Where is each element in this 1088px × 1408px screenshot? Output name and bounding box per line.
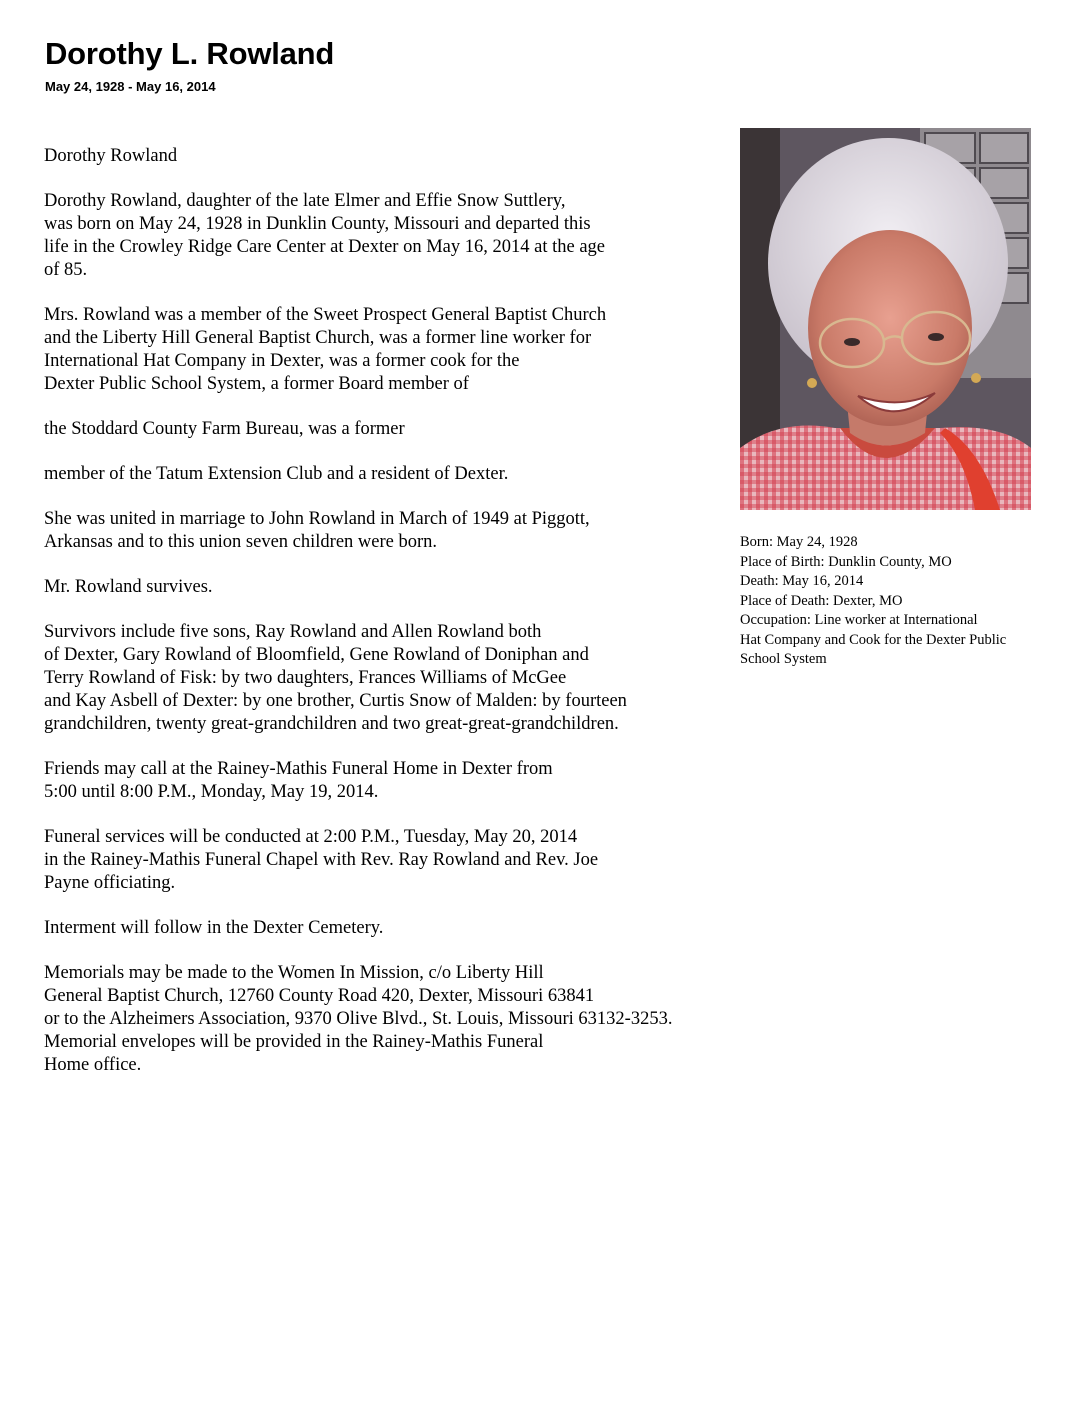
fact-birth-place: Place of Birth: Dunklin County, MO [740,553,952,570]
fact-occupation-line: Hat Company and Cook for the Dexter Public [740,631,1007,648]
obituary-line: the Stoddard County Farm Bureau, was a former [44,419,405,439]
obituary-line: She was united in marriage to John Rowland in March of 1949 at Piggott, [44,509,590,529]
obituary-paragraph [44,145,744,168]
obituary-text [44,145,744,1099]
fact-death: Death: May 16, 2014 [740,573,864,589]
obituary-line: and the Liberty Hill General Baptist Church, was a former line worker for [44,328,592,348]
obituary-line: of 85. [44,260,88,280]
obituary-line: Mrs. Rowland was a member of the Sweet Prospect General Baptist Church [44,305,607,325]
portrait-photo [740,128,1031,510]
fact-born: Born: May 24, 1928 [740,534,858,550]
obituary-line: Funeral services will be conducted at 2:00 P.M., Tuesday, May 20, 2014 [44,827,578,847]
obituary-line: Survivors include five sons, Ray Rowland and Allen Rowland both [44,622,542,642]
obituary-line: Dorothy Rowland [44,146,178,166]
obituary-line: and Kay Asbell of Dexter: by one brother, Curtis Snow of Malden: by fourteen [44,691,627,711]
obituary-line: Mr. Rowland survives. [44,577,213,597]
obituary-paragraph [44,962,744,1077]
obituary-line: was born on May 24, 1928 in Dunklin County, Missouri and departed this [44,214,591,234]
obituary-paragraph [44,917,744,940]
obituary-line: Home office. [44,1055,142,1075]
fact-death-place: Place of Death: Dexter, MO [740,592,903,609]
obituary-line: in the Rainey-Mathis Funeral Chapel with Rev. Ray Rowland and Rev. Joe [44,850,599,870]
obituary-paragraph [44,418,744,441]
obituary-paragraph [44,190,744,282]
obituary-line: Friends may call at the Rainey-Mathis Funeral Home in Dexter from [44,759,553,779]
obituary-line: Payne officiating. [44,873,176,893]
obituary-line: International Hat Company in Dexter, was a former cook for the [44,351,520,371]
obituary-line: life in the Crowley Ridge Care Center at Dexter on May 16, 2014 at the age [44,237,605,257]
obituary-line: Interment will follow in the Dexter Cemetery. [44,918,384,938]
life-dates: May 24, 1928 - May 16, 2014 [45,79,216,94]
obituary-line: member of the Tatum Extension Club and a resident of Dexter. [44,464,509,484]
obituary-line: grandchildren, twenty great-grandchildren and two great-great-grandchildren. [44,714,619,734]
obituary-paragraph [44,576,744,599]
obituary-paragraph [44,758,744,804]
obituary-line: or to the Alzheimers Association, 9370 Olive Blvd., St. Louis, Missouri 63132-3253. [44,1009,673,1029]
obituary-paragraph [44,826,744,895]
obituary-line: Arkansas and to this union seven children were born. [44,532,438,552]
obituary-line: of Dexter, Gary Rowland of Bloomfield, Gene Rowland of Doniphan and [44,645,589,665]
vital-facts [740,533,1080,670]
obituary-paragraph [44,304,744,396]
obituary-line: General Baptist Church, 12760 County Road 420, Dexter, Missouri 63841 [44,986,595,1006]
obituary-paragraph [44,508,744,554]
obituary-line: Terry Rowland of Fisk: by two daughters, Frances Williams of McGee [44,668,567,688]
obituary-line: Memorial envelopes will be provided in the Rainey-Mathis Funeral [44,1032,544,1052]
fact-occupation-line: Occupation: Line worker at International [740,612,978,628]
obituary-line: Dexter Public School System, a former Board member of [44,374,469,394]
obituary-line: Memorials may be made to the Women In Mission, c/o Liberty Hill [44,963,544,983]
page-title: Dorothy L. Rowland [45,36,335,71]
obituary-paragraph [44,463,744,486]
obituary-line: Dorothy Rowland, daughter of the late Elmer and Effie Snow Suttlery, [44,191,566,211]
obituary-line: 5:00 until 8:00 P.M., Monday, May 19, 2014. [44,782,379,802]
fact-occupation-line: School System [740,651,827,667]
obituary-paragraph [44,621,744,736]
